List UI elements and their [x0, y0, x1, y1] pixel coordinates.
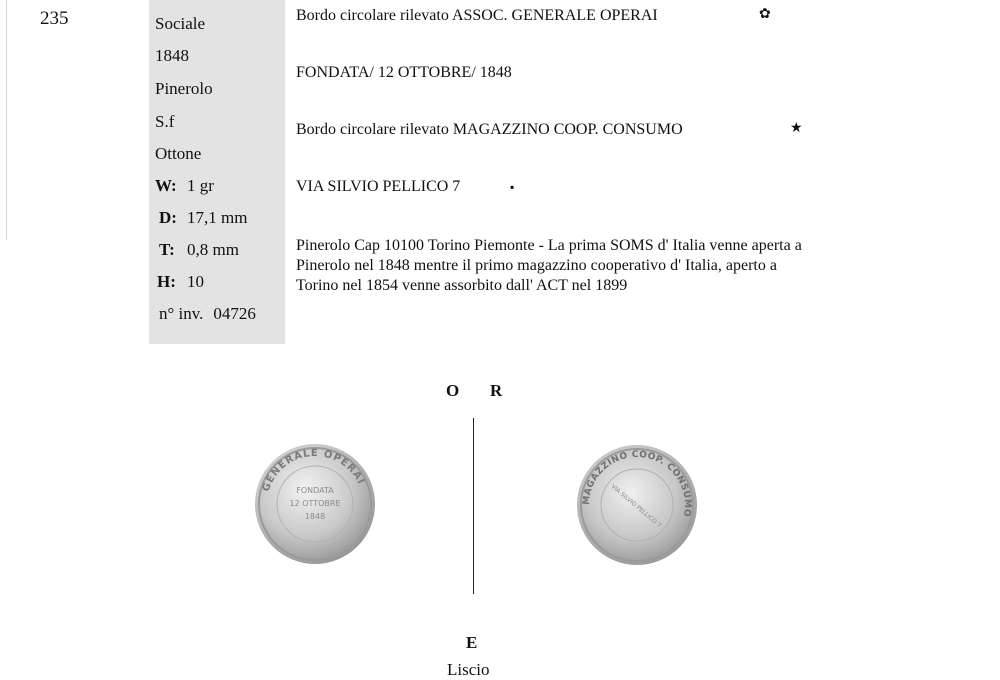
description-line-1: Bordo circolare rilevato ASSOC. GENERALE OPERAI — [296, 7, 658, 24]
description-paragraph: Pinerolo Cap 10100 Torino Piemonte - La prima SOMS d' Italia venne aperta a Pinerolo nel 1848 mentre il primo magazzino cooperativo d' Italia, aperto a Torino nel 1854 venne assorbito dall' ACT nel 1899 — [296, 237, 802, 294]
obverse-rim-text: GENERALE OPERAI — [260, 447, 367, 494]
description-line-3: Bordo circolare rilevato MAGAZZINO COOP. CONSUMO — [296, 121, 683, 138]
obverse-center-1: FONDATA — [296, 486, 334, 495]
meta-inventory-row — [159, 304, 256, 324]
reverse-rim-text: MAGAZZINO COOP. CONSUMO — [581, 449, 693, 518]
reverse-label: R — [490, 381, 503, 400]
height-label: H: — [157, 272, 176, 291]
square-bullet-icon: ▪ — [510, 180, 515, 194]
diameter-label: D: — [159, 208, 177, 227]
star-icon: ★ — [790, 121, 803, 136]
thickness-value: 0,8 mm — [187, 240, 239, 259]
weight-label: W: — [155, 176, 177, 195]
thickness-label: T: — [159, 240, 175, 259]
meta-thickness-row — [159, 240, 239, 260]
description-line-2: FONDATA/ 12 OTTOBRE/ 1848 — [296, 64, 512, 81]
meta-diameter-row — [159, 208, 247, 228]
diameter-value: 17,1 mm — [187, 208, 248, 227]
obverse-label: O — [446, 381, 460, 400]
meta-type: Sociale — [155, 14, 206, 33]
meta-metal: Ottone — [155, 144, 202, 163]
weight-value: 1 gr — [187, 176, 214, 195]
description-line-4: VIA SILVIO PELLICO 7 — [296, 178, 461, 195]
flower-icon: ✿ — [759, 7, 771, 22]
meta-height-row — [157, 272, 204, 292]
inventory-label: n° inv. — [159, 304, 204, 323]
obverse-center-3: 1848 — [304, 512, 326, 521]
metadata-panel — [149, 0, 285, 344]
edge-value: Liscio — [447, 660, 490, 679]
page-edge-line — [6, 0, 7, 240]
coin-obverse-image — [254, 443, 376, 565]
inventory-value: 04726 — [213, 304, 256, 323]
edge-label: E — [466, 633, 478, 652]
obverse-center-2: 12 OTTOBRE — [289, 499, 341, 508]
coin-reverse-image — [576, 444, 698, 566]
meta-mint-mark: S.f — [155, 112, 175, 131]
entry-number: 235 — [40, 8, 69, 29]
meta-year: 1848 — [155, 46, 189, 65]
side-divider — [473, 418, 474, 594]
height-value: 10 — [187, 272, 204, 291]
meta-place: Pinerolo — [155, 79, 213, 98]
meta-weight-row — [155, 176, 214, 196]
reverse-center-text: VIA SILVIO PELLICO 7 — [609, 483, 663, 530]
